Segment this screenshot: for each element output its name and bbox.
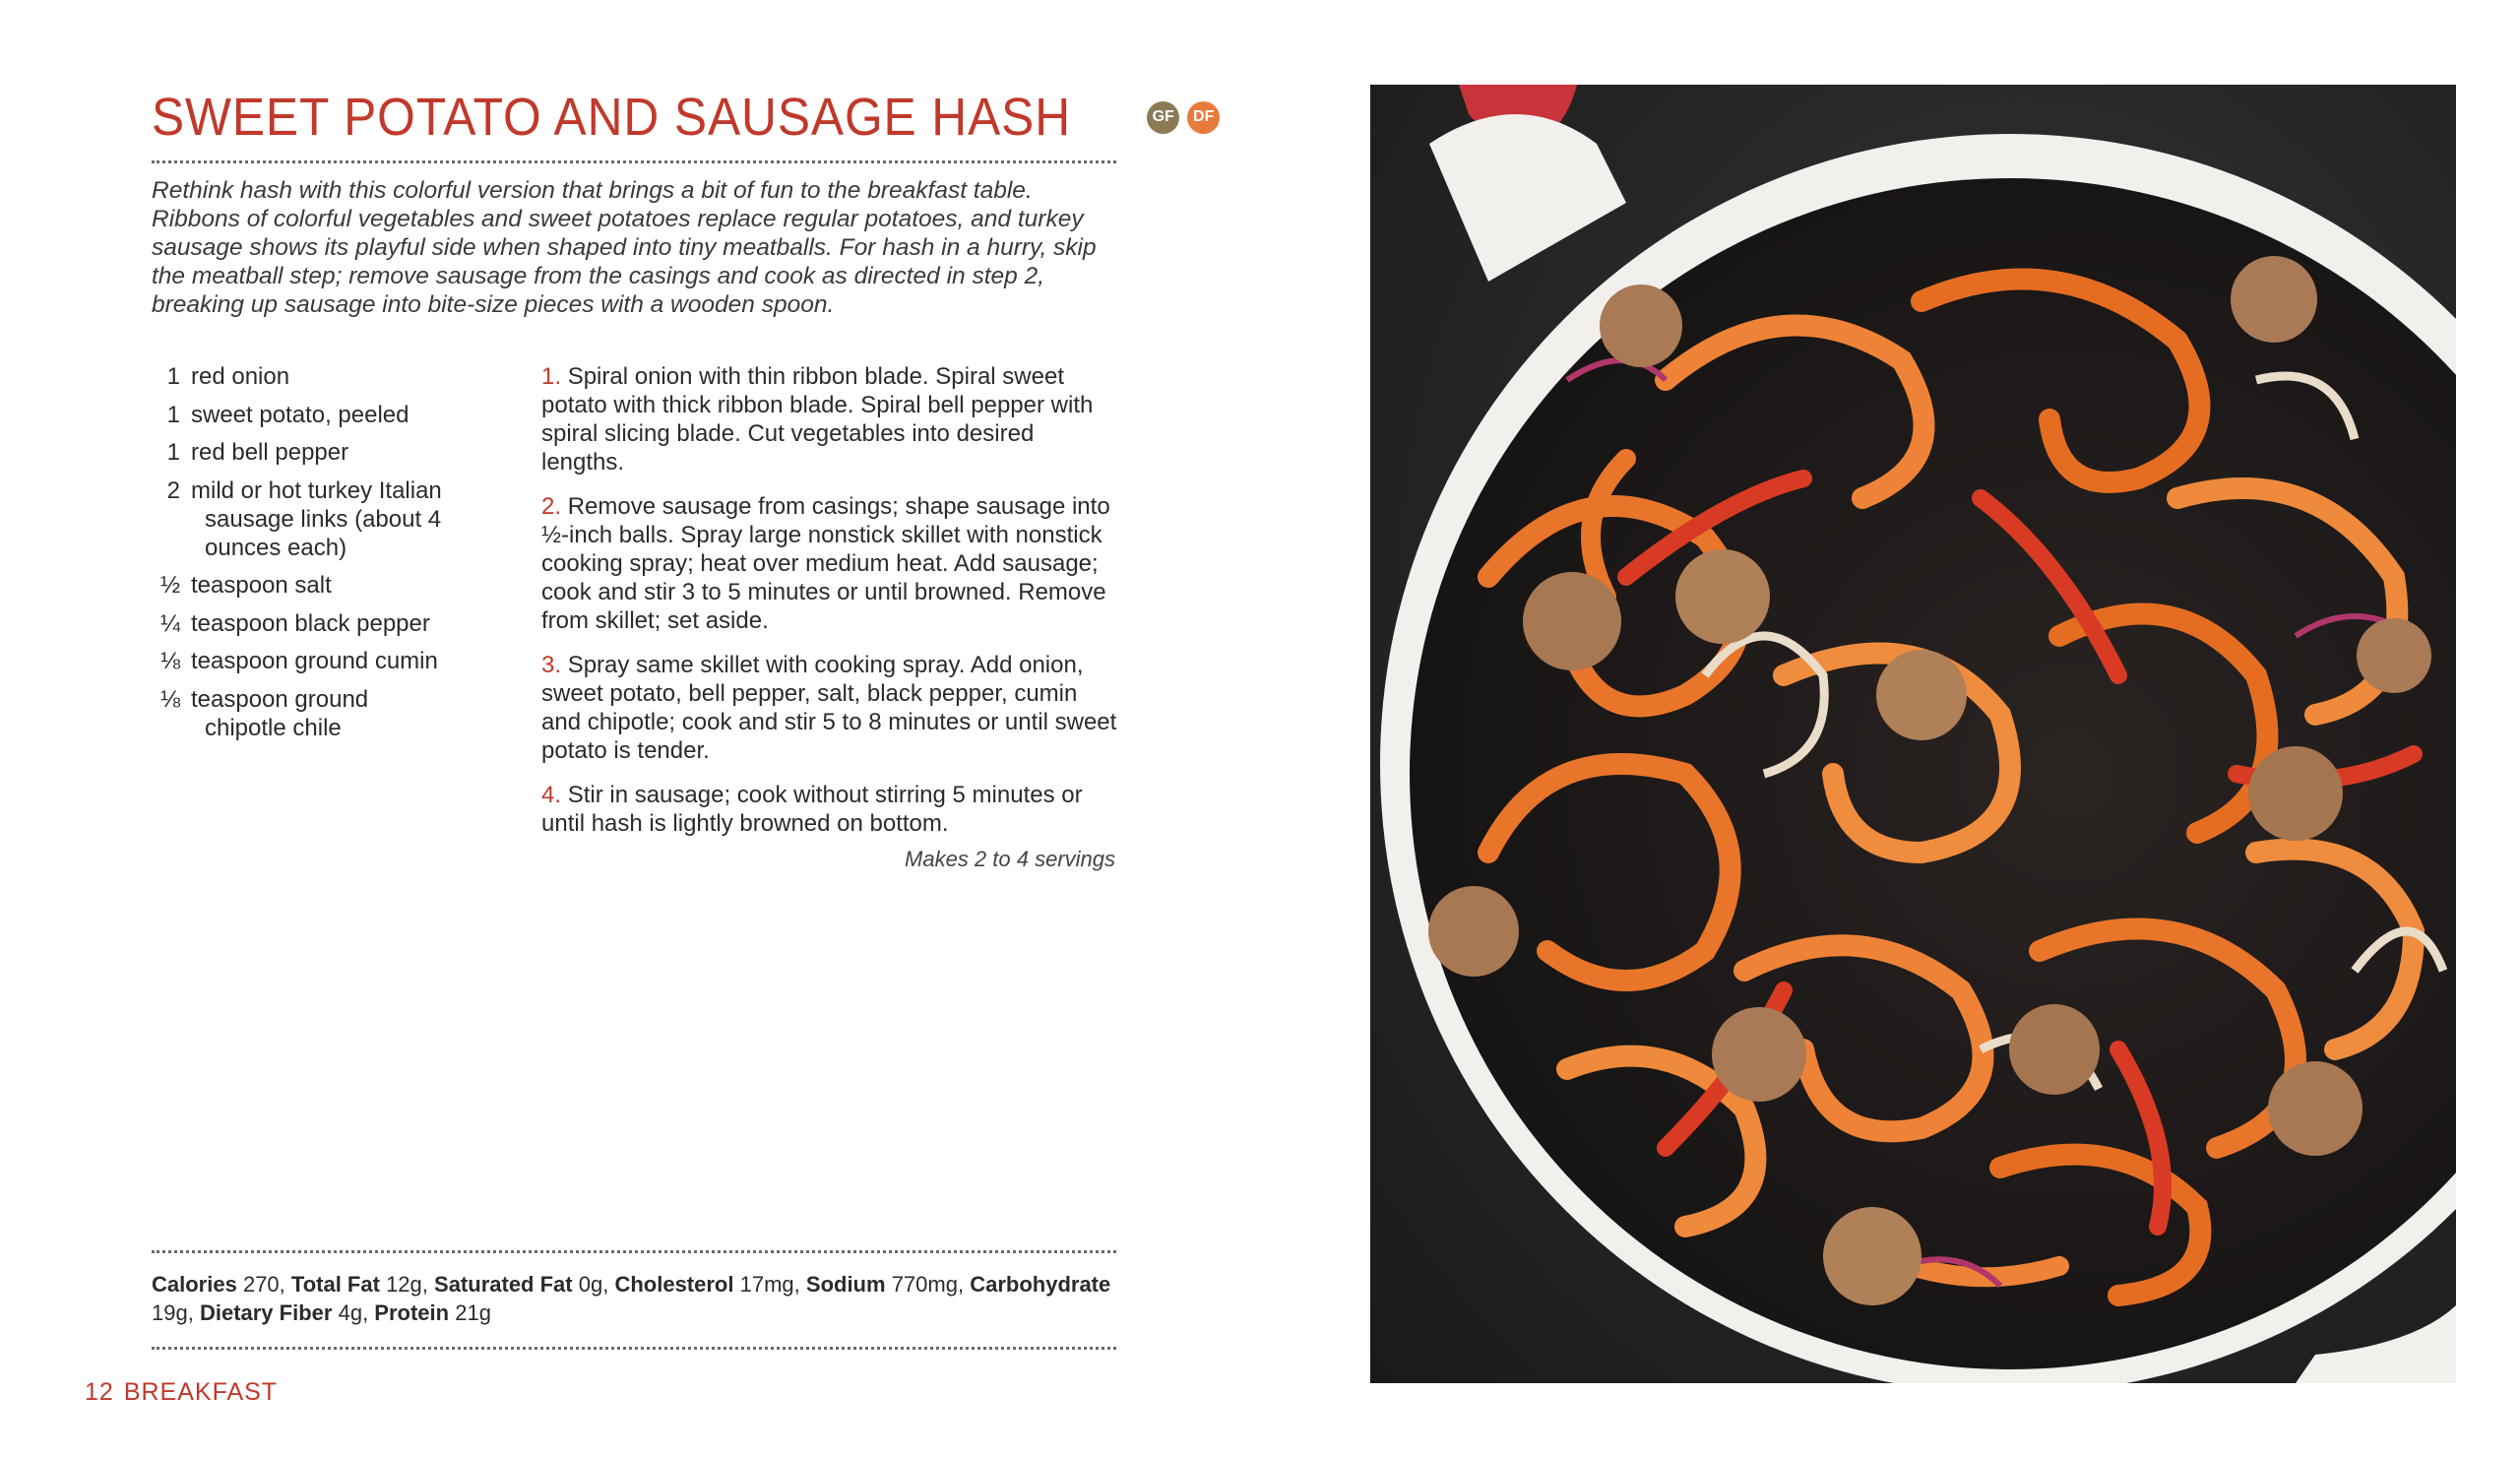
ingredient-item — [152, 438, 476, 467]
ingredient-qty: ¼ — [159, 609, 180, 637]
method-step — [541, 781, 1122, 838]
method-step — [541, 492, 1122, 635]
step-number: 1. — [541, 363, 562, 390]
ingredient-qty: 1 — [166, 401, 180, 428]
ingredient-text — [180, 401, 410, 429]
nutrition-label: Calories — [152, 1272, 237, 1297]
skillet-handle — [1429, 114, 1626, 282]
ingredient-text — [180, 476, 476, 562]
nutrition-value: 17mg — [739, 1272, 794, 1297]
dairy-free-badge: DF — [1187, 101, 1220, 134]
step-number: 2. — [541, 493, 562, 520]
ingredient-text — [180, 609, 430, 638]
method-step — [541, 362, 1122, 476]
method-steps — [541, 362, 1122, 854]
nutrition-label: Dietary Fiber — [199, 1300, 333, 1325]
ingredient-list — [152, 362, 476, 751]
nutrition-label: Saturated Fat — [434, 1272, 573, 1297]
title-divider — [152, 160, 1116, 163]
step-text: Spiral onion with thin ribbon blade. Spiral sweet potato with thick ribbon blade. Spiral bell pepper with spiral slicing blade. Cut vegetables into desired lengths. — [541, 363, 1094, 475]
gluten-free-badge: GF — [1147, 101, 1179, 134]
step-text: Remove sausage from casings; shape sausage into ½-inch balls. Spray large nonstick skillet with nonstick cooking spray; heat over medium heat. Add sausage; cook and stir 3 to 5 minutes or until browned. Remove from skillet; set aside. — [541, 493, 1110, 634]
ingredient-qty: 1 — [166, 363, 180, 390]
recipe-photo — [1370, 85, 2456, 1383]
skillet-photo-illustration — [1370, 85, 2456, 1383]
recipe-intro: Rethink hash with this colorful version that brings a bit of fun to the breakfast table. Ribbons of colorful vegetables and sweet potatoes replace regular potatoes, and turkey sausage shows its playful side when shaped into tiny meatballs. For hash in a hurry, skip the meatball step; remove sausage from the casings and cook as directed in step 2, breaking up sausage into bite-size pieces with a wooden spoon. — [152, 177, 1097, 318]
ingredient-item — [152, 647, 476, 675]
nutrition-top-divider — [152, 1250, 1116, 1253]
recipe-title: SWEET POTATO AND SAUSAGE HASH — [152, 88, 1072, 147]
ingredient-item — [152, 571, 476, 600]
recipe-yield: Makes 2 to 4 servings — [905, 847, 1115, 871]
nutrition-label: Total Fat — [290, 1272, 380, 1297]
ingredient-name: sweet potato, peeled — [191, 401, 410, 428]
recipe-title-row — [152, 88, 1220, 147]
ingredient-text — [180, 685, 368, 742]
ingredient-name: teaspoon ground — [191, 685, 369, 713]
nutrition-label: Protein — [374, 1300, 450, 1325]
ingredient-text — [180, 362, 289, 391]
nutrition-value: 12g — [386, 1272, 422, 1297]
ingredient-name: red onion — [191, 363, 290, 390]
ingredient-name: teaspoon black pepper — [191, 609, 430, 637]
ingredient-continuation: chipotle chile — [205, 714, 342, 741]
ingredient-name: teaspoon ground cumin — [191, 648, 438, 674]
ingredient-name: teaspoon salt — [191, 572, 332, 599]
ingredient-qty: ⅛ — [159, 648, 180, 674]
step-text: Spray same skillet with cooking spray. Add onion, sweet potato, bell pepper, salt, black pepper, cumin and chipotle; cook and stir 5 to 8 minutes or until sweet potato is tender. — [541, 652, 1117, 764]
nutrition-value: 770mg — [891, 1272, 958, 1297]
nutrition-value: 4g — [338, 1300, 363, 1325]
nutrition-value: 19g — [152, 1300, 188, 1325]
ingredient-text — [180, 647, 438, 675]
ingredient-item — [152, 476, 476, 562]
section-name: BREAKFAST — [123, 1378, 279, 1406]
ingredient-text — [180, 571, 332, 600]
step-text: Stir in sausage; cook without stirring 5 minutes or until hash is lightly browned on bottom. — [541, 782, 1083, 837]
diet-badges — [1147, 101, 1220, 134]
ingredient-continuation: sausage links (about 4 ounces each) — [205, 505, 442, 561]
ingredient-item — [152, 362, 476, 391]
ingredient-item — [152, 685, 476, 742]
nutrition-value: 270 — [242, 1272, 280, 1297]
nutrition-label: Sodium — [805, 1272, 886, 1297]
ingredient-text — [180, 438, 348, 467]
step-number: 3. — [541, 652, 562, 678]
nutrition-facts: Calories 270, Total Fat 12g, Saturated Fat 0g, Cholesterol 17mg, Sodium 770mg, Carbohydrate 19g, Dietary Fiber 4g, Protein 21g — [152, 1272, 1111, 1325]
ingredient-item — [152, 401, 476, 429]
page-folio — [85, 1378, 278, 1407]
step-number: 4. — [541, 782, 562, 808]
ingredient-qty: 2 — [166, 476, 180, 504]
ingredient-item — [152, 609, 476, 638]
ingredient-qty: ½ — [159, 572, 180, 599]
skillet-handle-bottom — [2296, 1305, 2456, 1383]
ingredient-qty: 1 — [166, 439, 180, 466]
nutrition-value: 0g — [578, 1272, 603, 1297]
ingredient-name: mild or hot turkey Italian — [191, 476, 442, 504]
nutrition-bottom-divider — [152, 1347, 1116, 1350]
page-number: 12 — [85, 1378, 114, 1406]
method-step — [541, 651, 1122, 765]
nutrition-label: Cholesterol — [614, 1272, 734, 1297]
nutrition-label: Carbohydrate — [970, 1272, 1111, 1297]
nutrition-value: 21g — [455, 1300, 491, 1325]
ingredient-qty: ⅛ — [159, 685, 180, 713]
ingredient-name: red bell pepper — [191, 439, 349, 466]
